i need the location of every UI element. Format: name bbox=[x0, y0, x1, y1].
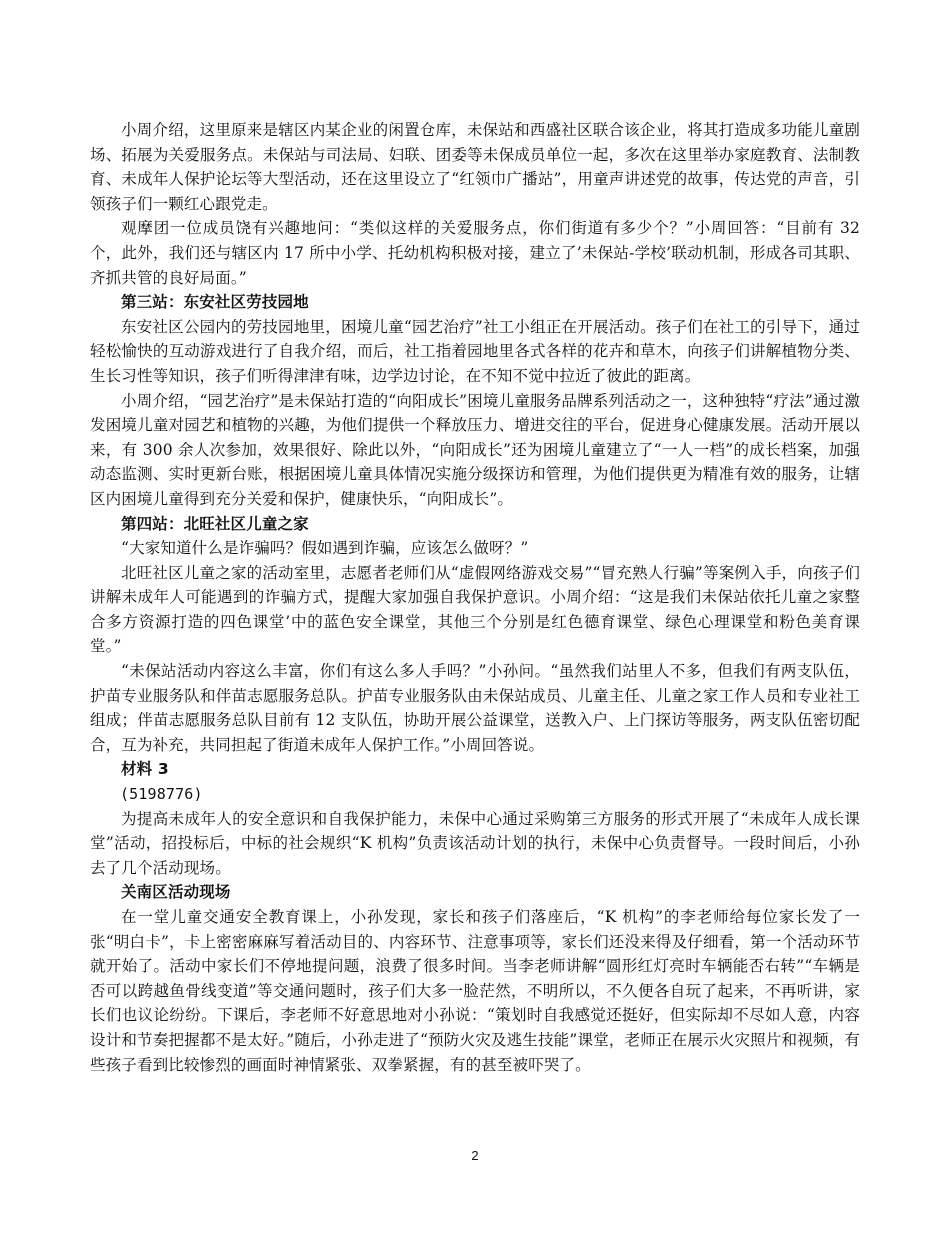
paragraph-9: 在一堂儿童交通安全教育课上，小孙发现，家长和孩子们落座后，“K 机构”的李老师给每位家长发了一张“明白卡”，卡上密密麻麻写着活动目的、内容环节、注意事项等，家长们还没来得及仔细看，第一个活动环节就开始了。活动中家长们不停地提问题，浪费了很多时间。当李老师讲解“圆形红灯亮时车辆能否右转”“车辆是否可以跨越鱼骨线变道”等交通问题时，孩子们大多一脸茫然，不明所以，不久便各自玩了起来，不再听讲，家长们也议论纷纷。下课后，李老师不好意思地对小孙说：“策划时自我感觉还挺好，但实际却不尽如人意，内容设计和节奏把握都不是太好。”随后，小孙走进了“预防火灾及逃生技能”课堂，老师正在展示火灾照片和视频，有些孩子看到比较惨烈的画面时神情紧张、双拳紧握，有的甚至被吓哭了。 bbox=[90, 908, 860, 1074]
paragraph-2: 观摩团一位成员饶有兴趣地问：“类似这样的关爱服务点，你们街道有多少个？”小周回答：“目前有 32 个，此外，我们还与辖区内 17 所中小学、托幼机构积极对接，建立了’未保站-学校’联动机制，形成各司其职、齐抓共管的良好局面。” bbox=[90, 219, 860, 287]
page-number: 2 bbox=[471, 1148, 479, 1163]
paragraph-3: 东安社区公园内的劳技园地里，困境儿童“园艺治疗”社工小组正在开展活动。孩子们在社工的引导下，通过轻松愉快的互动游戏进行了自我介绍，而后，社工指着园地里各式各样的花卉和草木，向孩子们讲解植物分类、生长习性等知识，孩子们听得津津有味，边学边讨论，在不知不觉中拉近了彼此的距离。 bbox=[90, 317, 860, 385]
paragraph-5: “大家知道什么是诈骗吗？假如遇到诈骗，应该怎么做呀？” bbox=[121, 539, 529, 558]
paragraph-6: 北旺社区儿童之家的活动室里，志愿者老师们从“虚假网络游戏交易”“冒充熟人行骗”等案例入手，向孩子们讲解未成年人可能遇到的诈骗方式，提醒大家加强自我保护意识。小周介绍：“这是我们未保站依托儿童之家整合多方资源打造的四色课堂’中的蓝色安全课堂，其他三个分别是红色德育课堂、绿色心理课堂和粉色美育课堂。” bbox=[90, 563, 860, 656]
document-body bbox=[90, 118, 860, 1077]
material-heading: 材料 3 bbox=[121, 760, 169, 779]
section-heading-guannan: 关南区活动现场 bbox=[121, 883, 231, 902]
paragraph-8: 为提高未成年人的安全意识和自我保护能力，未保中心通过采购第三方服务的形式开展了“未成年人成长课堂”活动，招投标后，中标的社会规织“K 机构”负责该活动计划的执行，未保中心负责督导。一段时间后，小孙去了几个活动现场。 bbox=[90, 809, 860, 877]
section-heading-station-4: 第四站：北旺社区儿童之家 bbox=[121, 514, 309, 533]
section-heading-station-3: 第三站：东安社区劳技园地 bbox=[121, 293, 309, 312]
material-code: (5198776) bbox=[120, 785, 203, 804]
paragraph-1: 小周介绍，这里原来是辖区内某企业的闲置仓库，未保站和西盛社区联合该企业，将其打造成多功能儿童剧场、拓展为关爱服务点。未保站与司法局、妇联、团委等未保成员单位一起，多次在这里举办家庭教育、法制教育、未成年人保护论坛等大型活动，还在这里设立了“红领巾广播站”，用童声讲述党的故事，传达党的声音，引领孩子们一颗红心跟党走。 bbox=[90, 121, 860, 213]
paragraph-4: 小周介绍，“园艺治疗”是未保站打造的“向阳成长”困境儿童服务品牌系列活动之一，这种独特“疗法”通过激发困境儿童对园艺和植物的兴趣，为他们提供一个释放压力、增进交往的平台，促进身心健康发展。活动开展以来，有 300 余人次参加，效果很好、除此以外，“向阳成长”还为困境儿童建立了“一人一档”的成长档案，加强动态监测、实时更新台账，根据困境儿童具体情况实施分级探访和管理，为他们提供更为精准有效的服务，让辖区内困境儿童得到充分关爱和保护，健康快乐，“向阳成长”。 bbox=[90, 391, 860, 508]
paragraph-7: “未保站活动内容这么丰富，你们有这么多人手吗？”小孙问。“虽然我们站里人不多，但我们有两支队伍，护苗专业服务队和伴苗志愿服务总队。护苗专业服务队由未保站成员、儿童主任、儿童之家工作人员和专业社工组成；伴苗志愿服务总队目前有 12 支队伍，协助开展公益课堂，送教入户、上门探访等服务，两支队伍密切配合，互为补充，共同担起了街道未成年人保护工作。”小周回答说。 bbox=[90, 662, 860, 754]
